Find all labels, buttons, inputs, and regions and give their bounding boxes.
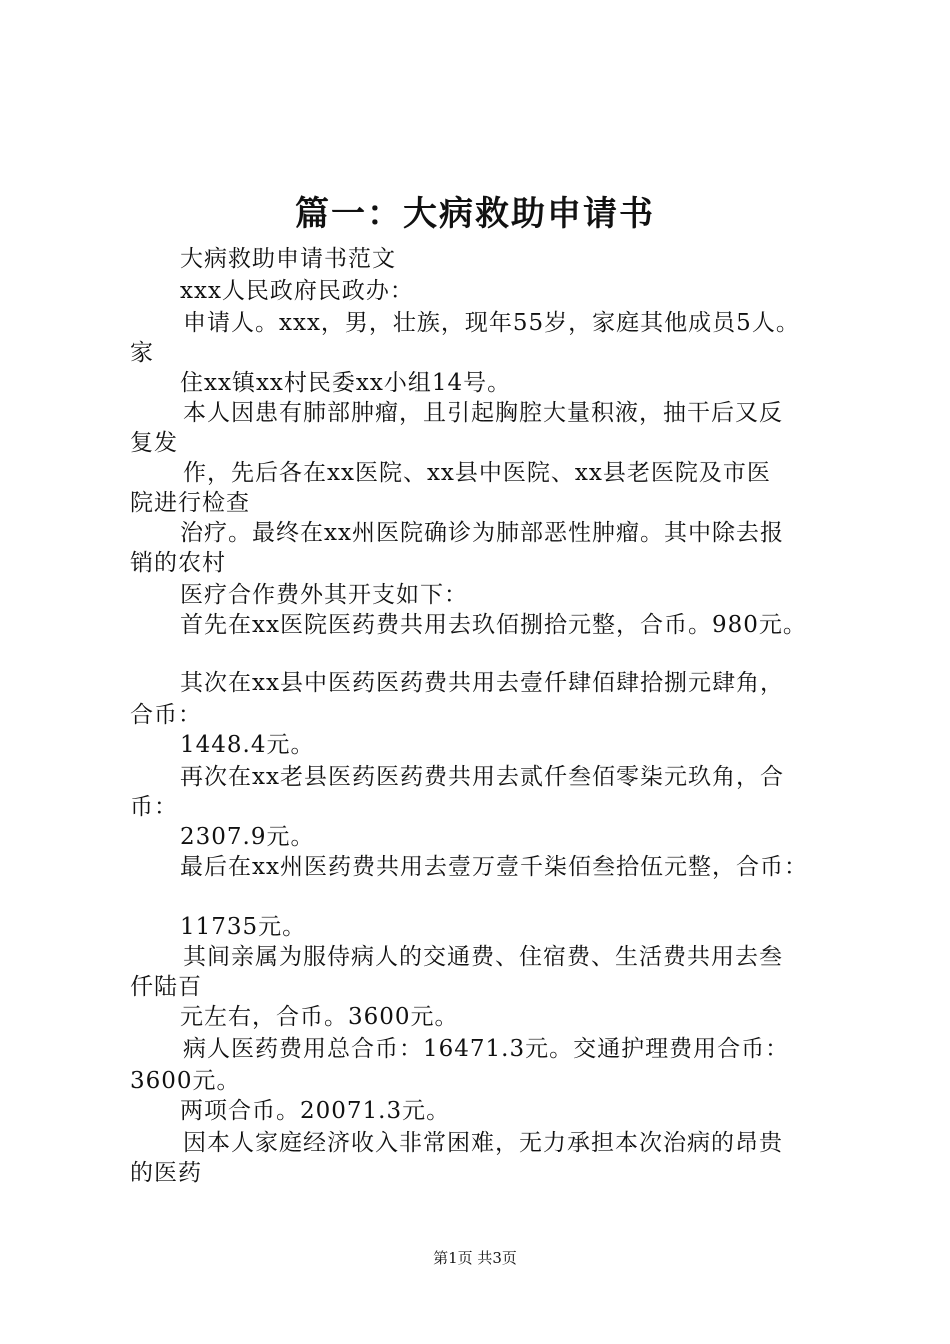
text-line: 仟陆百 [130,974,202,1000]
text-line: 大病救助申请书范文 [180,246,396,272]
text-line: 3600元。 [130,1068,241,1094]
text-line: 11735元。 [180,914,307,940]
text-line: 院进行检查 [130,490,250,516]
text-line: 销的农村 [130,550,226,576]
text-line: 病人医药费用总合币：16471.3元。交通护理费用合币： [183,1036,790,1062]
text-line: 本人因患有肺部肿瘤，且引起胸腔大量积液，抽干后又反 [183,400,783,426]
text-line: 医疗合作费外其开支如下： [180,582,468,608]
text-line: 其次在xx县中医药医药费共用去壹仟肆佰肆拾捌元肆角， [180,670,784,696]
text-line: 其间亲属为服侍病人的交通费、住宿费、生活费共用去叁 [183,944,783,970]
text-line: 最后在xx州医药费共用去壹万壹千柒佰叁拾伍元整，合币： [180,854,808,880]
text-line: 1448.4元。 [180,732,315,758]
text-line: 合币： [130,702,202,728]
text-line: 两项合币。20071.3元。 [180,1098,451,1124]
text-line: 申请人。xxx，男，壮族，现年55岁，家庭其他成员5人。 [183,310,800,336]
text-line: 复发 [130,430,178,456]
text-line: 作，先后各在xx医院、xx县中医院、xx县老医院及市医 [183,460,771,486]
text-line: 元左右，合币。3600元。 [180,1004,459,1030]
text-line: 治疗。最终在xx州医院确诊为肺部恶性肿瘤。其中除去报 [180,520,784,546]
text-line: 再次在xx老县医药医药费共用去贰仟叁佰零柒元玖角，合 [180,764,784,790]
text-line: 2307.9元。 [180,824,315,850]
text-line: 的医药 [130,1160,202,1186]
document-title: 篇一：大病救助申请书 [295,194,655,234]
text-line: 因本人家庭经济收入非常困难，无力承担本次治病的昂贵 [183,1130,783,1156]
text-line: 币： [130,794,178,820]
text-line: 首先在xx医院医药费共用去玖佰捌拾元整，合币。980元。 [180,612,807,638]
text-line: xxx人民政府民政办： [180,278,414,304]
text-line: 住xx镇xx村民委xx小组14号。 [180,370,512,396]
page-footer: 第1页 共3页 [433,1249,517,1267]
text-line: 家 [130,340,154,366]
